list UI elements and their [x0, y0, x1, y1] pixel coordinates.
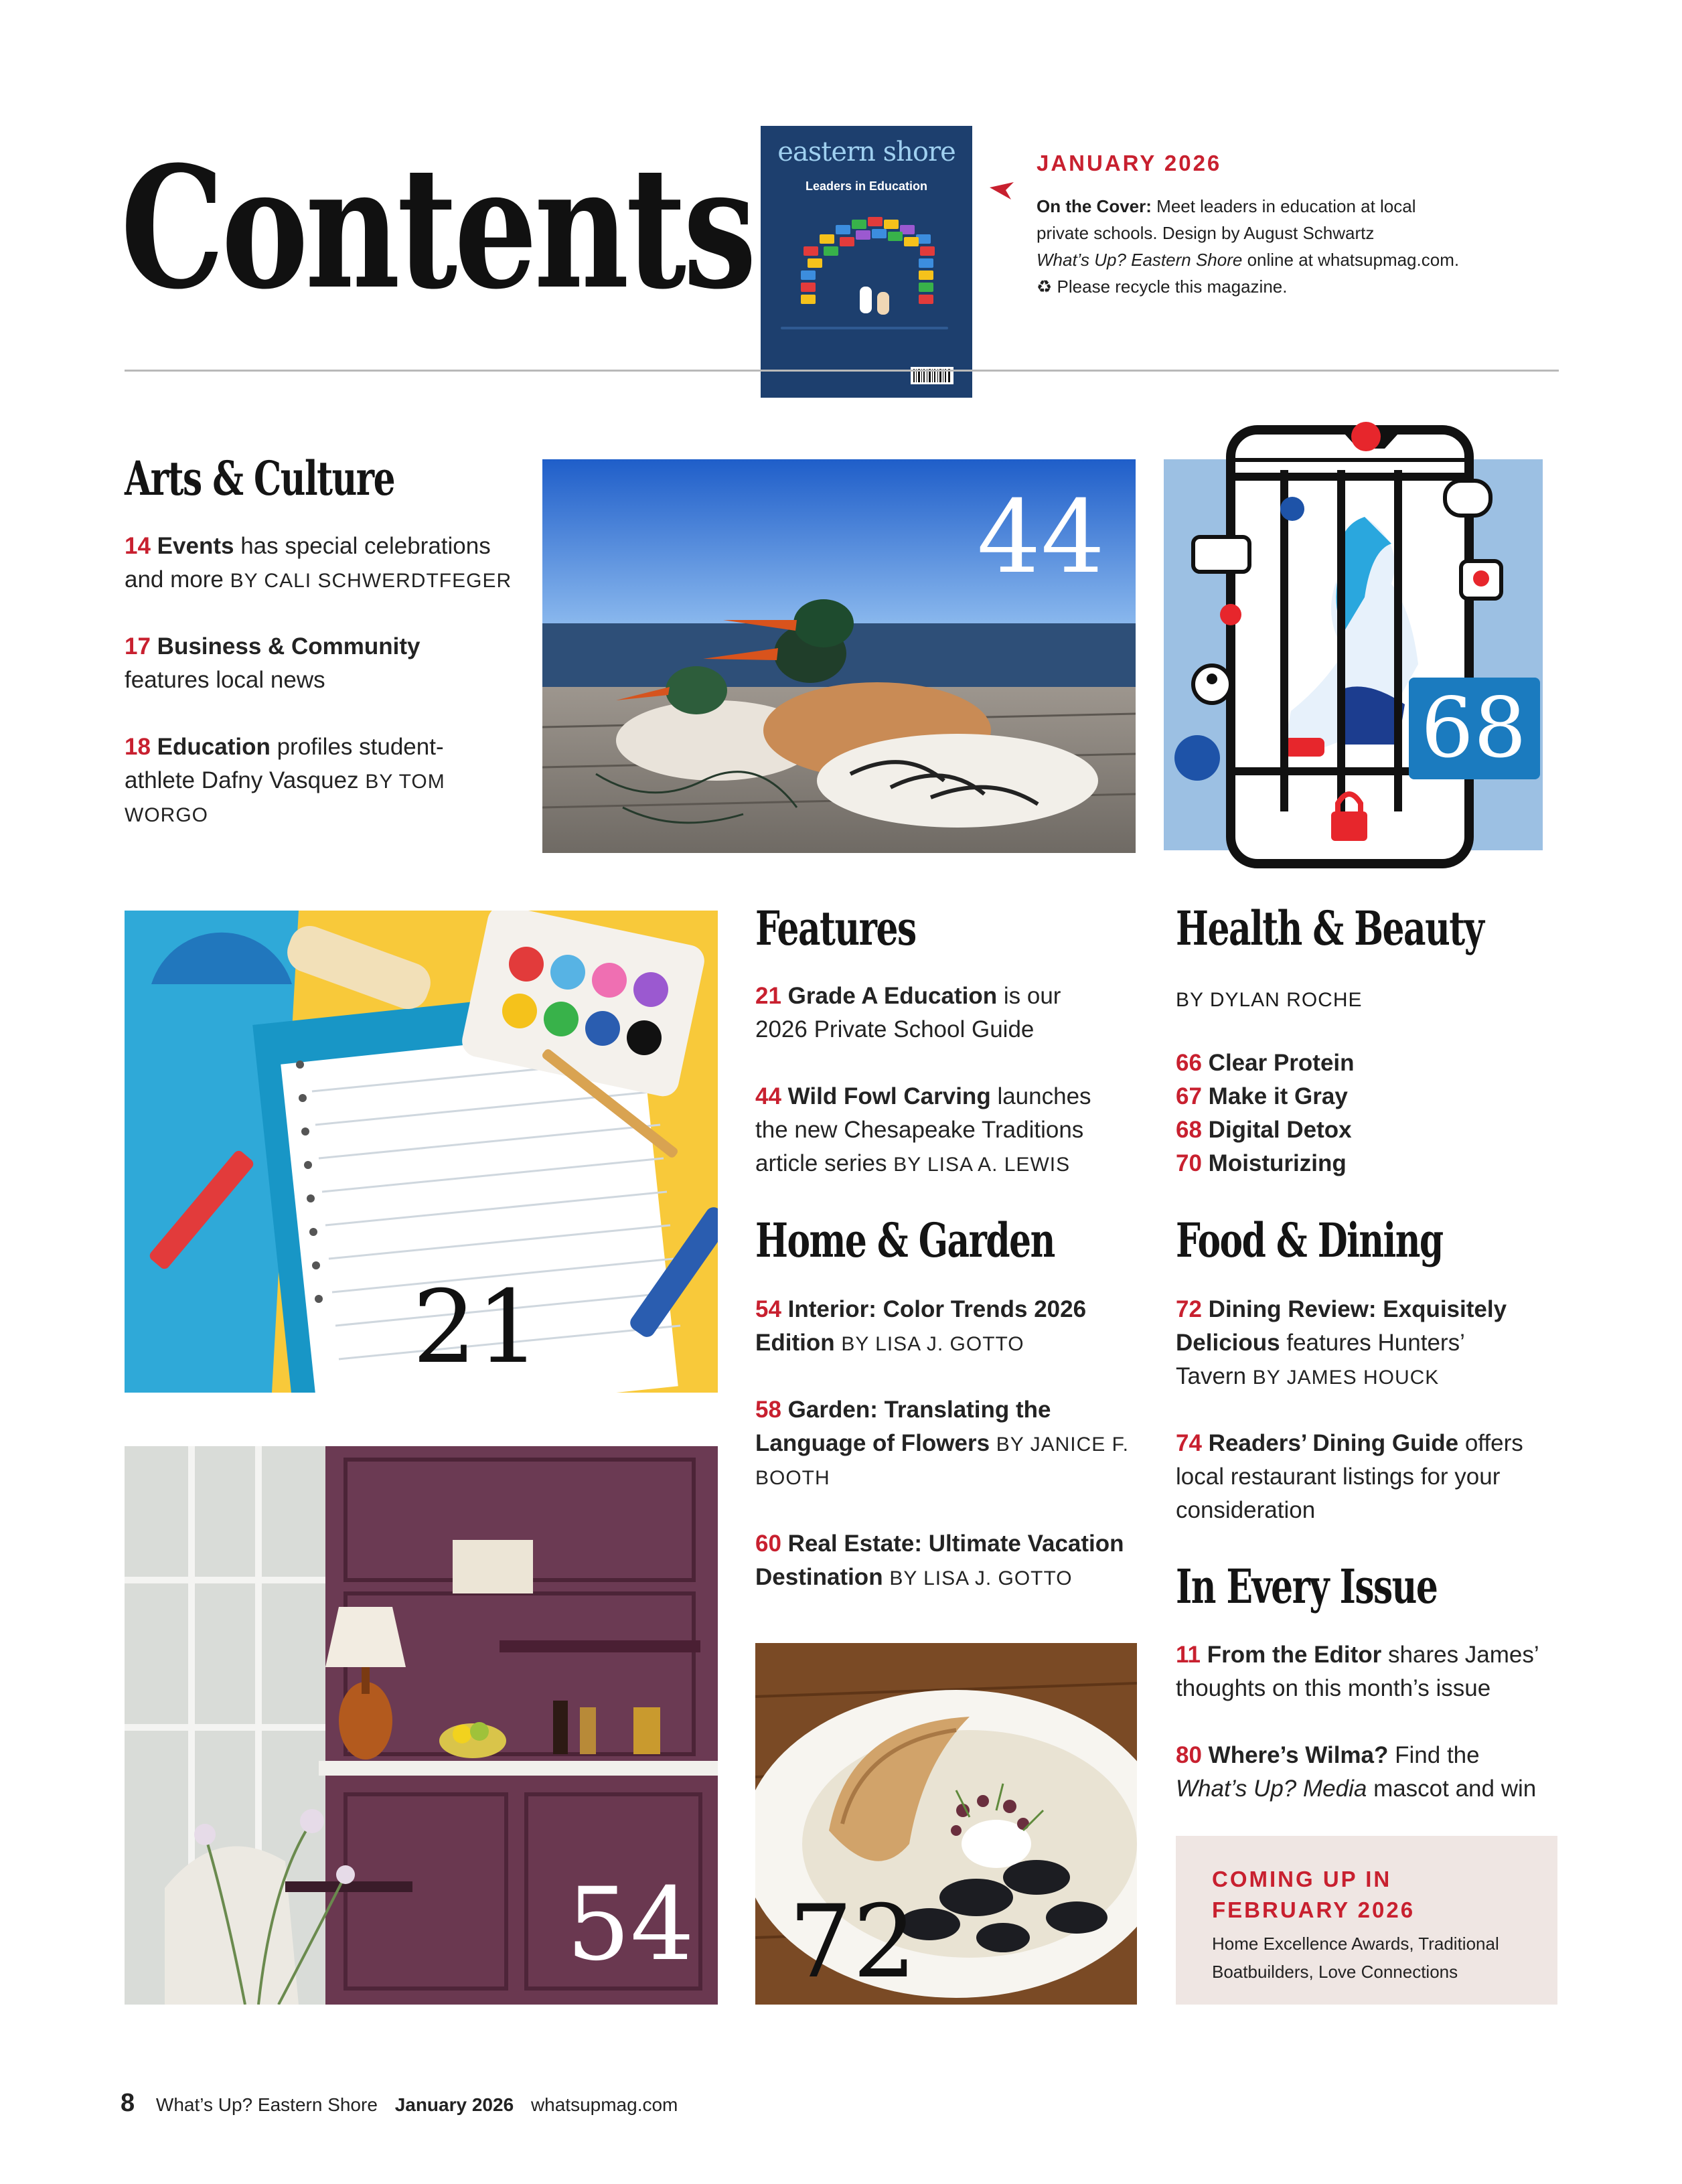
every-entry-editor[interactable]: 11 From the Editor shares James’ thoughts on this month’s issue: [1176, 1642, 1539, 1701]
arts-culture-heading: Arts & Culture: [125, 451, 395, 506]
decoy-ducks-photo[interactable]: [542, 459, 1136, 853]
footer-date: January 2026: [394, 2094, 514, 2115]
cover-thumbnail[interactable]: [761, 126, 972, 398]
interior-page-number: 54: [566, 1867, 694, 1983]
home-entry-real-estate[interactable]: 60 Real Estate: Ultimate Vacation Destination BY LISA J. GOTTO: [755, 1531, 1124, 1590]
coming-up-text: Home Excellence Awards, Traditional Boatbuilders, Love Connections: [1212, 1934, 1499, 1982]
health-item-make-it-gray[interactable]: 67 Make it Gray: [1176, 1083, 1348, 1109]
page-number: 8: [121, 2089, 135, 2117]
health-item-digital-detox[interactable]: 68 Digital Detox: [1176, 1117, 1352, 1143]
food-entry-guide[interactable]: 74 Readers’ Dining Guide offers local restaurant listings for your consideration: [1176, 1430, 1523, 1523]
arts-entry-events[interactable]: 14 Events has special celebrations and more BY CALI SCHWERDTFEGER: [125, 533, 512, 593]
cover-headline: Leaders in Education: [805, 179, 928, 193]
home-garden-heading: Home & Garden: [755, 1213, 1055, 1268]
health-byline: BY DYLAN ROCHE: [1176, 989, 1363, 1011]
school-supplies-photo[interactable]: [125, 911, 718, 1393]
food-page-number: 72: [789, 1884, 917, 2001]
online-pub: What’s Up? Eastern Shore: [1037, 250, 1243, 270]
ducks-page-number: 44: [977, 479, 1105, 596]
food-entry-review[interactable]: 72 Dining Review: Exquisitely Delicious features Hunters’ Tavern BY JAMES HOUCK: [1176, 1296, 1507, 1389]
on-cover-text-1: Meet leaders in education at local: [1156, 196, 1416, 216]
school-page-number: 21: [412, 1269, 540, 1386]
recycle-note: ♻ Please recycle this magazine.: [1037, 277, 1288, 297]
food-photo[interactable]: [755, 1643, 1137, 2005]
cover-arrow-icon: [988, 181, 1015, 201]
home-entry-garden[interactable]: 58 Garden: Translating the Language of Flowers BY JANICE F. BOOTH: [755, 1397, 1129, 1489]
health-items-list: [1176, 1046, 1551, 1180]
phone-number-badge: [1409, 678, 1540, 779]
interior-photo[interactable]: [125, 1446, 718, 2005]
home-entry-interior[interactable]: 54 Interior: Color Trends 2026 Edition BY LISA J. GOTTO: [755, 1296, 1087, 1356]
phone-page-number: 68: [1421, 680, 1527, 777]
every-issue-heading: In Every Issue: [1176, 1559, 1438, 1614]
issue-date: JANUARY 2026: [1037, 151, 1222, 175]
footer-url[interactable]: whatsupmag.com: [530, 2094, 678, 2115]
on-cover-text-2: private schools. Design by August Schwartz: [1037, 223, 1375, 243]
arts-entry-education[interactable]: 18 Education profiles student- athlete Dafny Vasquez BY TOM WORGO: [125, 734, 445, 826]
on-cover-label: On the Cover:: [1037, 196, 1152, 216]
features-entry-wild-fowl[interactable]: 44 Wild Fowl Carving launches the new Chesapeake Traditions article series BY LISA A. LEWIS: [755, 1083, 1091, 1176]
header-divider: [125, 370, 1559, 372]
features-entry-education[interactable]: 21 Grade A Education is our 2026 Private School Guide: [755, 983, 1061, 1042]
food-dining-heading: Food & Dining: [1176, 1213, 1443, 1268]
digital-detox-illustration[interactable]: [1164, 410, 1565, 872]
health-item-moisturizing[interactable]: 70 Moisturizing: [1176, 1150, 1347, 1176]
cover-info: [1037, 193, 1519, 300]
arts-entry-business[interactable]: 17 Business & Community features local news: [125, 633, 420, 693]
cover-masthead: eastern shore: [777, 137, 955, 167]
coming-up-box: [1176, 1836, 1557, 2005]
health-item-clear-protein[interactable]: 66 Clear Protein: [1176, 1050, 1355, 1076]
coming-up-heading: COMING UP IN FEBRUARY 2026: [1212, 1867, 1416, 1922]
phone-jail-illustration: [1164, 410, 1565, 872]
health-beauty-heading: Health & Beauty: [1176, 901, 1484, 956]
features-heading: Features: [755, 901, 916, 956]
page-footer: [121, 2089, 690, 2118]
online-text: online at whatsupmag.com.: [1247, 250, 1460, 270]
page-title: Contents: [121, 129, 754, 326]
footer-publication: What’s Up? Eastern Shore: [155, 2094, 378, 2115]
every-entry-wilma[interactable]: 80 Where’s Wilma? Find the What’s Up? Media mascot and win: [1176, 1742, 1537, 1802]
